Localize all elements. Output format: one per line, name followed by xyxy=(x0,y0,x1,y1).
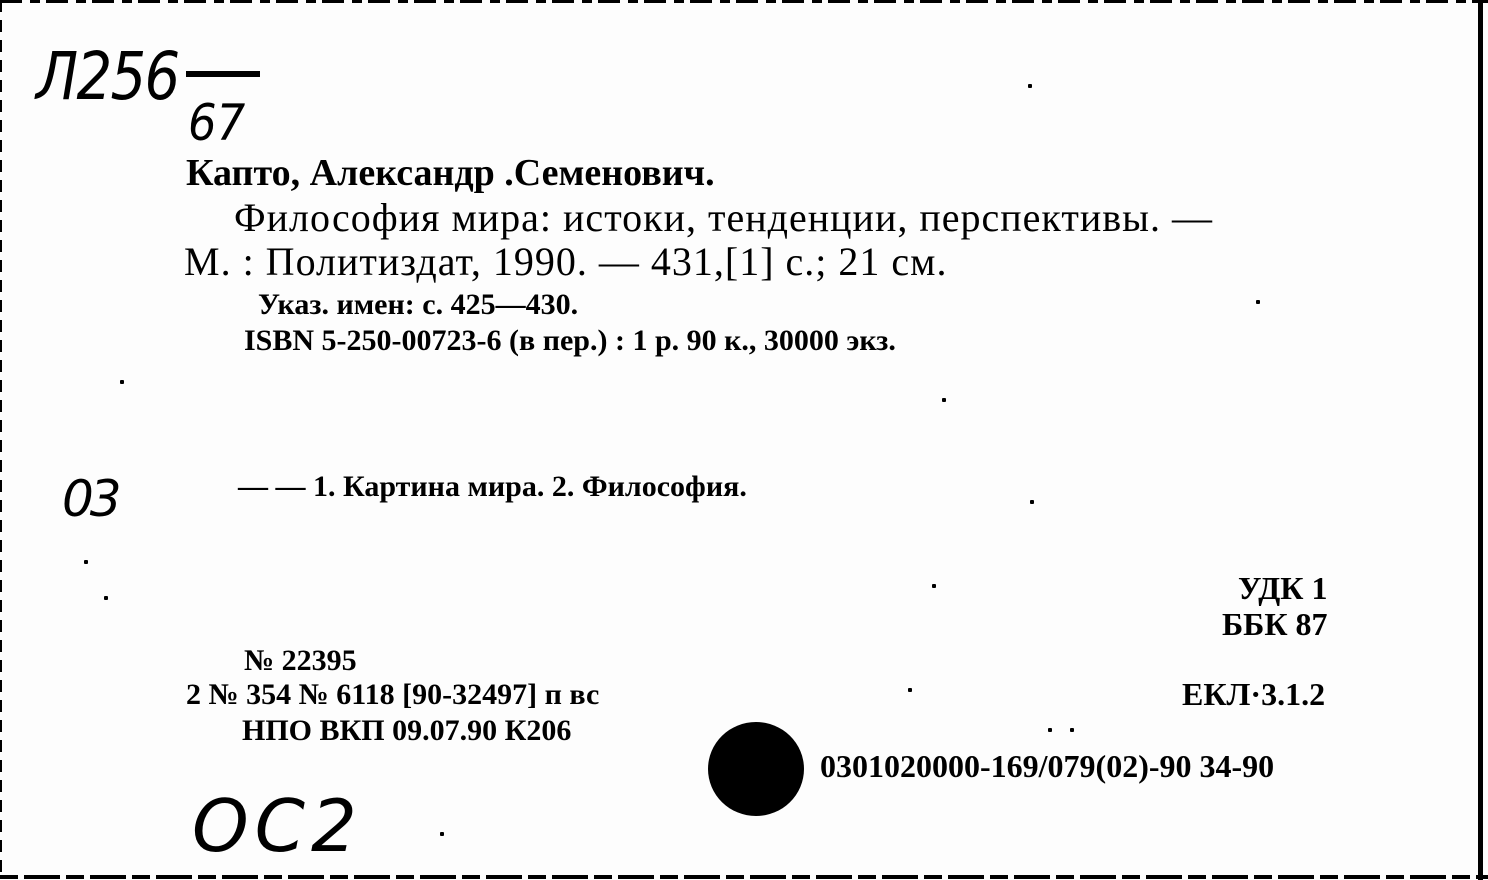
scan-speck xyxy=(932,584,936,588)
scan-speck xyxy=(1048,728,1052,732)
card-left-edge xyxy=(0,0,2,880)
handwritten-shelf-mark: Л256 xyxy=(36,38,179,115)
imprint-line: М. : Политиздат, 1990. — 431,[1] с.; 21 см. xyxy=(184,239,948,284)
index-note: Указ. имен: с. 425—430. xyxy=(258,288,579,321)
card-top-edge xyxy=(0,0,1488,3)
publisher-code: 0301020000-169/079(02)-90 34-90 xyxy=(820,748,1275,784)
author-heading: Капто, Александр .Семенович. xyxy=(186,152,715,194)
scan-speck xyxy=(440,832,444,836)
scan-speck xyxy=(84,560,88,564)
handwritten-shelf-sub: 67 xyxy=(188,94,246,152)
punch-hole xyxy=(708,722,804,816)
scan-speck xyxy=(1070,728,1074,732)
registry-line: 2 № 354 № 6118 [90-32497] п вс xyxy=(186,678,600,711)
scan-speck xyxy=(942,398,946,402)
handwritten-bottom-code: ОС2 xyxy=(192,784,363,868)
npo-line: НПО ВКП 09.07.90 К206 xyxy=(242,714,572,747)
bbk-code: ББК 87 xyxy=(1222,606,1328,642)
udc-code: УДК 1 xyxy=(1238,570,1328,606)
handwritten-class-code: 03 xyxy=(62,470,118,528)
card-bottom-edge xyxy=(0,875,1488,879)
scan-speck xyxy=(104,596,108,600)
scan-speck xyxy=(120,380,124,384)
card-number: № 22395 xyxy=(244,644,357,677)
card-right-edge xyxy=(1478,0,1483,880)
ekl-code: ЕКЛ·3.1.2 xyxy=(1182,676,1326,712)
scan-speck xyxy=(1030,500,1034,504)
subject-headings: — — 1. Картина мира. 2. Философия. xyxy=(238,470,747,503)
title-line: Философия мира: истоки, тенденции, перспективы. — xyxy=(234,195,1213,240)
scan-speck xyxy=(1028,84,1032,88)
scan-speck xyxy=(908,688,912,692)
isbn-line: ISBN 5-250-00723-6 (в пер.) : 1 р. 90 к., 30000 экз. xyxy=(244,324,896,357)
scan-speck xyxy=(1256,300,1260,304)
handwritten-fraction-bar xyxy=(186,71,260,77)
